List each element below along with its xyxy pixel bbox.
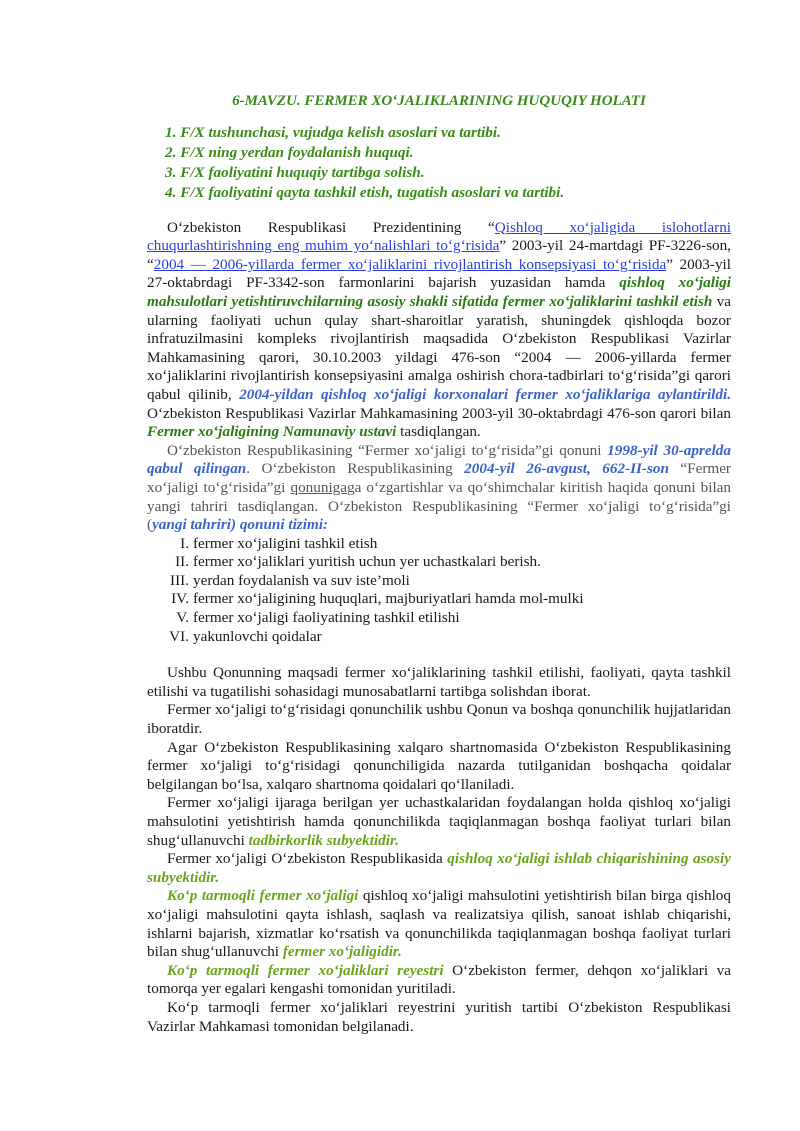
emphasis-green: tadbirkorlik subyektidir. xyxy=(248,831,399,849)
paragraph-definition xyxy=(147,794,731,850)
chapter-list xyxy=(147,535,731,647)
chapter-item xyxy=(147,572,731,591)
spacer xyxy=(147,646,731,664)
emphasis-green: Ko‘p tarmoqli fermer xo‘jaliklari reyestri xyxy=(167,961,444,979)
chapter-text: yerdan foydalanish va suv iste’moli xyxy=(193,571,410,589)
paragraph-registry-procedure: Ko‘p tarmoqli fermer xo‘jaliklari reyestrini yuritish tartibi O‘zbekiston Respublikasi Vazirlar Mahkamasi tomonidan belgilanadi. xyxy=(147,998,731,1035)
chapter-text: yakunlovchi qoidalar xyxy=(193,627,322,645)
text-run: tasdiqlangan. xyxy=(396,423,481,441)
paragraph-law xyxy=(147,442,731,535)
emphasis-green: fermer xo‘jaligidir. xyxy=(282,943,402,961)
chapter-item xyxy=(147,535,731,554)
emphasis-green: qishloq xo‘jaligi mahsulotlari yetishtiruvchilarning asosiy shakli sifatida fermer xo‘jaliklarini tashkil etish xyxy=(147,274,731,310)
chapter-number: IV. xyxy=(171,590,189,608)
text-run: O‘zbekiston fermer, dehqon xo‘jaliklari va tomorqa yer egalari kengashi tomonidan yuritiladi. xyxy=(147,961,731,998)
document-body xyxy=(147,92,731,1036)
outline-item: 3. F/X faoliyatini huquqiy tartibga solish. xyxy=(165,163,425,181)
chapter-text: fermer xo‘jaligini tashkil etish xyxy=(193,534,378,552)
chapter-number: II. xyxy=(175,553,189,571)
topic-outline xyxy=(165,123,731,203)
text-run: va ularning faoliyati uchun qulay shart-sharoitlar yaratish, shuningdek qishloqda bozor infratuzilmasini kompleks rivojlantirish maqsadida O‘zbekiston Respublikasi Vazirlar Mahkamasining qarori, 30.10.2003 yildagi 476-son “2004 — 2006-yillarda fermer xo‘jaliklarini rivojlantirish konsepsiyasini amalga oshirish chora-tadbirlari to‘g‘risida”gi qarori qabul qilinib, xyxy=(147,292,731,403)
paragraph-international: Agar O‘zbekiston Respublikasining xalqaro shartnomasida O‘zbekiston Respublikasining fermer xo‘jaligi to‘g‘risidagi qonunchiligida nazarda tutilganidan boshqacha qoidalar belgilangan bo‘lsa, xalqaro shartnoma qoidalari qo‘llaniladi. xyxy=(147,738,731,793)
chapter-text: fermer xo‘jaligi faoliyatining tashkil etilishi xyxy=(193,609,460,627)
emphasis-blue: yangi tahriri) qonuni tizimi: xyxy=(152,516,329,534)
decree-link-reforms[interactable]: Qishloq xo‘jaligida islohotlarni chuqurlashtirishning eng muhim yo‘nalishlari to‘g‘risida xyxy=(147,218,732,255)
paragraph-registry xyxy=(147,962,731,999)
chapter-number: VI. xyxy=(169,627,189,645)
emphasis-blue: 1998-yil 30-aprelda qabul qilingan xyxy=(147,441,731,478)
chapter-item xyxy=(147,590,731,609)
text-run: Fermer xo‘jaligi ijaraga berilgan yer uchastkalaridan foydalangan holda qishloq xo‘jaligi mahsulotini yetishtirish hamda qonunchilikda taqiqlanmagan boshqa faoliyat turlari bilan shug‘ullanuvchi xyxy=(147,794,731,849)
paragraph-main-subject xyxy=(147,850,731,887)
paragraph-purpose: Ushbu Qonunning maqsadi fermer xo‘jaliklarining tashkil etilishi, faoliyati, qayta tashkil etilishi va tugatilishi sohasidagi munosabatlarni tartibga solishdan iborat. xyxy=(147,664,731,700)
paragraph-legislation: Fermer xo‘jaligi to‘g‘risidagi qonunchilik ushbu Qonun va boshqa qonunchilik hujjatlaridan iboratdir. xyxy=(147,701,731,738)
emphasis-green: Ko‘p tarmoqli fermer xo‘jaligi xyxy=(167,887,359,905)
chapter-number: V. xyxy=(176,609,189,627)
underlined-text: qonuniga xyxy=(290,478,347,496)
paragraph-multibranch xyxy=(147,887,731,961)
chapter-number: I. xyxy=(180,534,189,552)
outline-item: 2. F/X ning yerdan foydalanish huquqi. xyxy=(165,143,414,161)
emphasis-blue: 2004-yildan qishloq xo‘jaligi korxonalari fermer xo‘jaliklariga aylantirildi. xyxy=(239,385,731,403)
text-run: “Fermer xo‘jaligi to‘g‘risida”gi xyxy=(147,460,731,496)
outline-item: 4. F/X faoliyatini qayta tashkil etish, tugatish asoslari va tartibi. xyxy=(165,183,565,201)
text-run: ga o‘zgartishlar va qo‘shimchalar kiritish haqida qonuni bilan yangi tahriri tasdiqlangan. O‘zbekiston Respublikasining “Fermer xo‘jaligi to‘g‘risida”gi ( xyxy=(147,478,731,534)
text-run: . O‘zbekiston Respublikasining xyxy=(246,460,465,478)
decree-link-concept[interactable]: 2004 — 2006-yillarda fermer xo‘jaliklarini rivojlantirish konsepsiyasi to‘g‘risida xyxy=(153,255,667,273)
chapter-item xyxy=(147,628,731,647)
text-run: ” 2003-yil 24-martdagi PF-3226-son, “ xyxy=(147,237,731,273)
text-run: O‘zbekiston Respublikasining “Fermer xo‘jaligi to‘g‘risida”gi qonuni xyxy=(167,441,608,459)
emphasis-blue: 2004-yil 26-avgust, 662-II-son xyxy=(464,460,669,478)
text-run: ” 2003-yil 27-oktabrdagi PF-3342-son farmonlarini bajarish yuzasidan hamda xyxy=(147,255,731,292)
text-run: qishloq xo‘jaligi mahsulotini yetishtirish bilan birga qishloq xo‘jaligi mahsulotini qayta ishlash, saqlash va realizatsiya qilish, sanoat ishlab chiqarishi, ishlarni bajarish, xizmatlar ko‘rsatish va qonunchilikda taqiqlanmagan boshqa faoliyat turlari bilan shug‘ullanuvchi xyxy=(147,887,731,961)
paragraph-decrees xyxy=(147,219,731,442)
chapter-text: fermer xo‘jaligining huquqlari, majburiyatlari hamda mol-mulki xyxy=(193,590,584,608)
chapter-number: III. xyxy=(170,571,189,589)
text-run: O‘zbekiston Respublikasi Vazirlar Mahkamasining 2003-yil 30-oktabrdagi 476-son qarori bilan xyxy=(147,404,731,422)
text-run: O‘zbekiston Respublikasi Prezidentining “ xyxy=(167,218,495,236)
text-run: Fermer xo‘jaligi O‘zbekiston Respublikasida xyxy=(167,850,448,868)
chapter-item xyxy=(147,553,731,572)
chapter-item xyxy=(147,609,731,628)
emphasis-green: qishloq xo‘jaligi ishlab chiqarishining asosiy subyektidir. xyxy=(147,850,731,886)
emphasis-green: Fermer xo‘jaligining Namunaviy ustavi xyxy=(147,423,397,441)
chapter-text: fermer xo‘jaliklari yuritish uchun yer uchastkalari berish. xyxy=(193,553,541,571)
outline-item: 1. F/X tushunchasi, vujudga kelish asoslari va tartibi. xyxy=(165,123,501,141)
page-title: 6-MAVZU. FERMER XO‘JALIKLARINING HUQUQIY HOLATI xyxy=(232,93,646,109)
